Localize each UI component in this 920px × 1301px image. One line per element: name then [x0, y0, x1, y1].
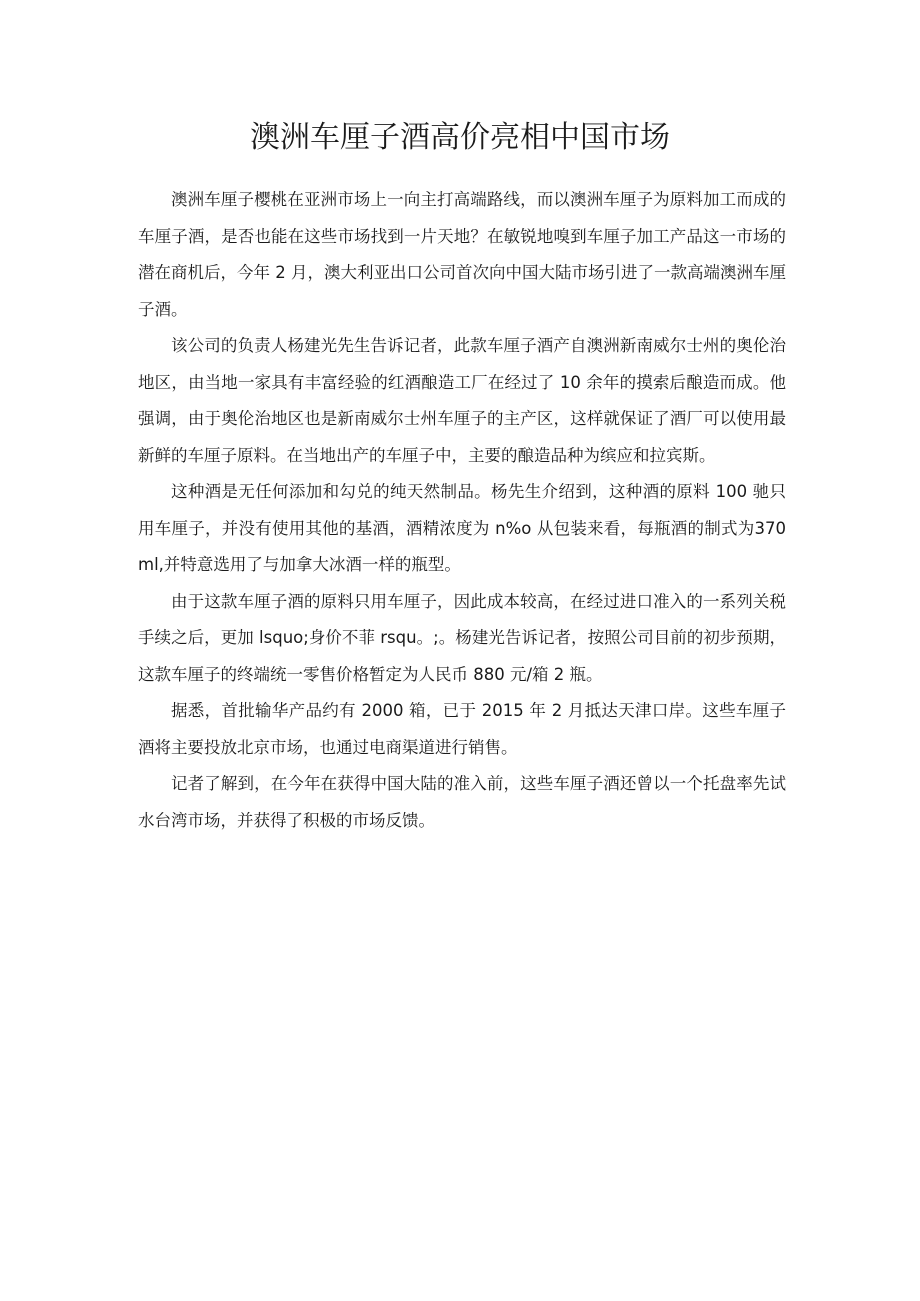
paragraph-4: 由于这款车厘子酒的原料只用车厘子，因此成本较高，在经过进口准入的一系列关税手续之后，更加 lsquo;身价不菲 rsqu。;。杨建光告诉记者，按照公司目前的初步预期，这款车厘子的终端统一零售价格暂定为人民币 880 元/箱 2 瓶。	[138, 591, 786, 684]
paragraph-1: 澳洲车厘子樱桃在亚洲市场上一向主打高端路线，而以澳洲车厘子为原料加工而成的车厘子酒，是否也能在这些市场找到一片天地？在敏锐地嗅到车厘子加工产品这一市场的潜在商机后，今年 2 月，澳大利亚出口公司首次向中国大陆市场引进了一款高端澳洲车厘子酒。	[138, 190, 786, 319]
paragraph-3: 这种酒是无任何添加和勾兑的纯天然制品。杨先生介绍到，这种酒的原料 100 驰只用车厘子，并没有使用其他的基酒，酒精浓度为 n%o 从包装来看，每瓶酒的制式为370ml,并特意选用了与加拿大冰酒一样的瓶型。	[138, 482, 786, 574]
article-body	[138, 182, 786, 839]
page-title: 澳洲车厘子酒高价亮相中国市场	[250, 120, 670, 155]
paragraph-5: 据悉，首批输华产品约有 2000 箱，已于 2015 年 2 月抵达天津口岸。这些车厘子酒将主要投放北京市场，也通过电商渠道进行销售。	[138, 701, 786, 757]
paragraph-6: 记者了解到，在今年在获得中国大陆的准入前，这些车厘子酒还曾以一个托盘率先试水台湾市场，并获得了积极的市场反馈。	[138, 774, 786, 830]
paragraph-2: 该公司的负责人杨建光先生告诉记者，此款车厘子酒产自澳洲新南威尔士州的奥伦治地区，由当地一家具有丰富经验的红酒酿造工厂在经过了 10 余年的摸索后酿造而成。他强调，由于奥伦治地区也是新南威尔士州车厘子的主产区，这样就保证了酒厂可以使用最新鲜的车厘子原料。在当地出产的车厘子中，主要的酿造品种为缤应和拉宾斯。	[138, 336, 786, 465]
